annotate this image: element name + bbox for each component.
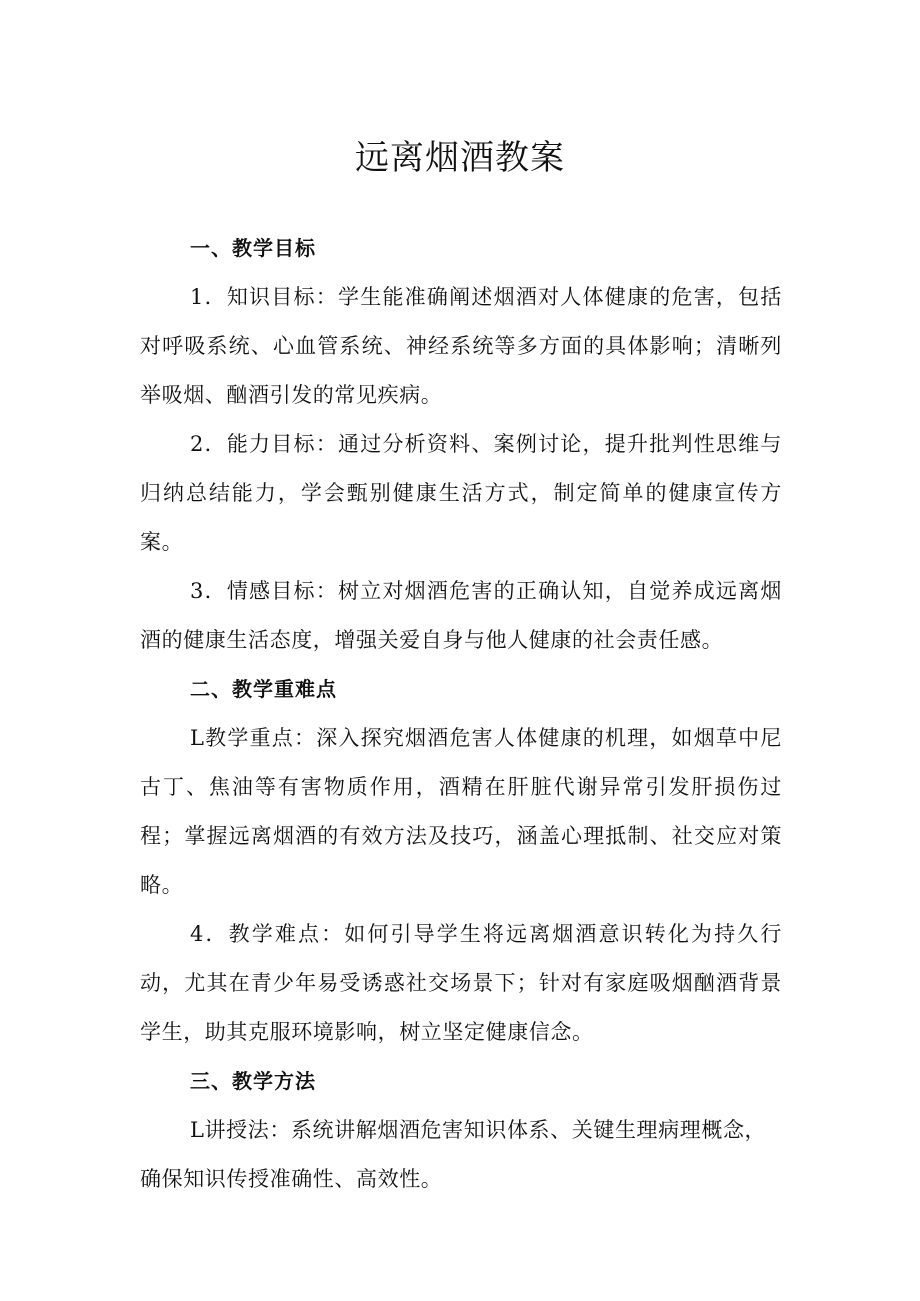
section-heading-key-points: 二、教学重难点 [190,677,337,701]
paragraph-difficulty: 4．教学难点：如何引导学生将远离烟酒意识转化为持久行动，尤其在青少年易受诱惑社交场景下；针对有家庭吸烟酗酒背景学生，助其克服环境影响，树立坚定健康信念。 [140,922,782,1044]
page-title: 远离烟酒教案 [355,138,565,178]
paragraph-emotion-goal: 3．情感目标：树立对烟酒危害的正确认知，自觉养成远离烟酒的健康生活态度，增强关爱自身与他人健康的社会责任感。 [140,579,782,652]
paragraph-key-point: L教学重点：深入探究烟酒危害人体健康的机理，如烟草中尼古丁、焦油等有害物质作用，酒精在肝脏代谢异常引发肝损伤过程；掌握远离烟酒的有效方法及技巧，涵盖心理抵制、社交应对策略。 [140,726,782,897]
section-heading-methods: 三、教学方法 [190,1069,316,1093]
paragraph-knowledge-goal: 1．知识目标：学生能准确阐述烟酒对人体健康的危害，包括对呼吸系统、心血管系统、神经系统等多方面的具体影响；清晰列举吸烟、酗酒引发的常见疾病。 [140,285,782,407]
paragraph-ability-goal: 2．能力目标：通过分析资料、案例讨论，提升批判性思维与归纳总结能力，学会甄别健康生活方式，制定简单的健康宣传方案。 [140,432,782,554]
document-body [140,224,782,1204]
paragraph-lecture-method: L讲授法：系统讲解烟酒危害知识体系、关键生理病理概念，确保知识传授准确性、高效性。 [140,1118,767,1191]
section-heading-objectives: 一、教学目标 [190,236,316,260]
